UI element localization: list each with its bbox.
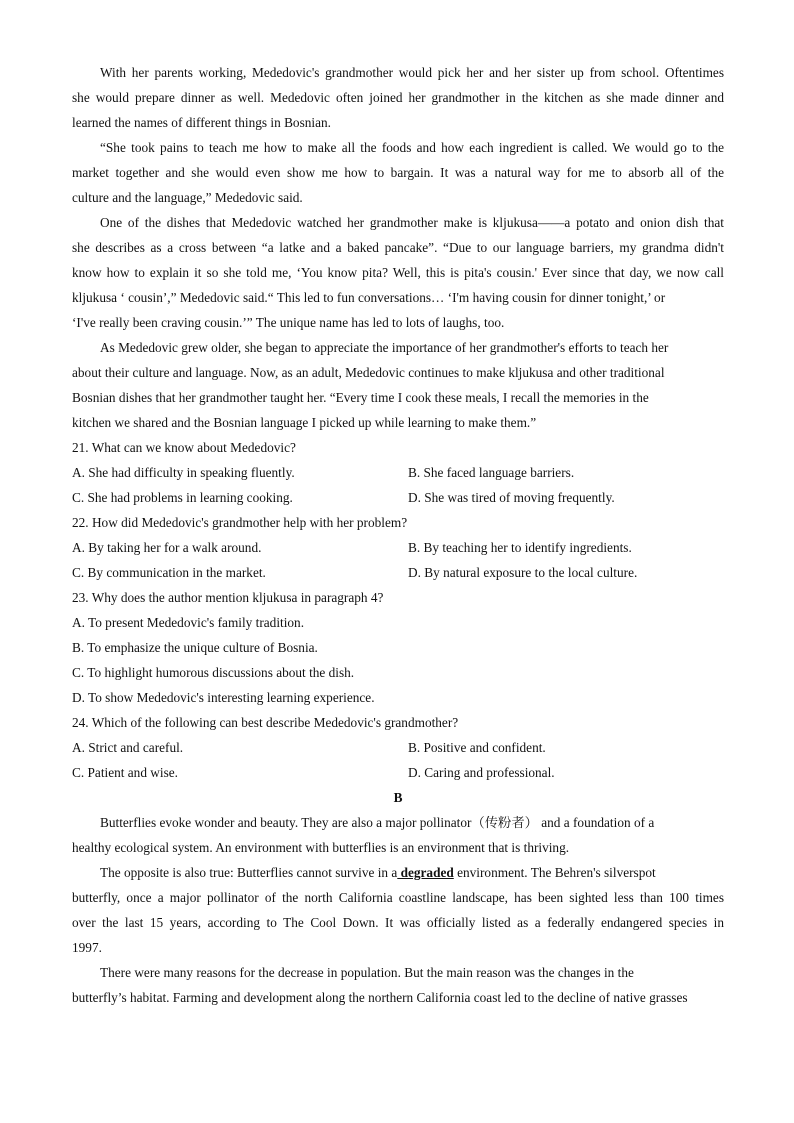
text-line: she would prepare dinner as well. Mededovic often joined her grandmother in the kitchen as she made dinner and [72, 90, 724, 105]
text-line: market together and she would even show me how to bargain. It was a natural way for me to absorb all of the [72, 165, 724, 180]
option-d[interactable]: D. By natural exposure to the local culture. [408, 565, 638, 580]
option-a[interactable]: A. By taking her for a walk around. [72, 540, 262, 555]
question-stem: 21. What can we know about Mededovic? [72, 440, 296, 455]
question-stem: 23. Why does the author mention kljukusa in paragraph 4? [72, 590, 384, 605]
option-d[interactable]: D. Caring and professional. [408, 765, 555, 780]
question-23 [72, 585, 724, 710]
option-d[interactable]: D. To show Mededovic's interesting learning experience. [72, 690, 375, 705]
text-line: “She took pains to teach me how to make all the foods and how each ingredient is called. We would go to the [100, 140, 724, 155]
option-c[interactable]: C. By communication in the market. [72, 565, 266, 580]
option-c[interactable]: C. She had problems in learning cooking. [72, 490, 293, 505]
paragraph-a1 [72, 60, 724, 135]
text-line: kljukusa ‘ cousin’,” Mededovic said.“ This led to fun conversations… ‘I'm having cousin for dinner tonight,’ or [72, 290, 666, 305]
text-line: As Mededovic grew older, she began to appreciate the importance of her grandmother's efforts to teach her [100, 340, 669, 355]
option-row [72, 735, 724, 760]
option-row [72, 485, 724, 510]
text-line: ‘I've really been craving cousin.’” The unique name has led to lots of laughs, too. [72, 315, 505, 330]
question-stem: 24. Which of the following can best describe Mededovic's grandmother? [72, 715, 459, 730]
text-segment: The opposite is also true: Butterflies cannot survive in a [100, 865, 398, 880]
text-line: Butterflies evoke wonder and beauty. They are also a major pollinator（传粉者） and a foundation of a [100, 815, 655, 830]
paragraph-a2 [72, 135, 724, 210]
option-d[interactable]: D. She was tired of moving frequently. [408, 490, 615, 505]
document-page [72, 60, 724, 1010]
question-24 [72, 710, 724, 785]
text-line [72, 860, 724, 885]
question-21 [72, 435, 724, 510]
question-stem: 22. How did Mededovic's grandmother help with her problem? [72, 515, 408, 530]
text-line: One of the dishes that Mededovic watched her grandmother make is kljukusa——a potato and onion dish that [100, 215, 724, 230]
text-line: learned the names of different things in Bosnian. [72, 115, 331, 130]
text-line: know how to explain it so she told me, ‘You know pita? Well, this is pita's cousin.' Ever since that day, we now call [72, 265, 724, 280]
paragraph-a4 [72, 335, 724, 435]
option-b[interactable]: B. Positive and confident. [408, 740, 546, 755]
paragraph-a3 [72, 210, 724, 335]
text-line: With her parents working, Mededovic's grandmother would pick her and her sister up from school. Oftentimes [100, 65, 724, 80]
option-b[interactable]: B. To emphasize the unique culture of Bosnia. [72, 640, 318, 655]
option-a[interactable]: A. Strict and careful. [72, 740, 184, 755]
text-line: over the last 15 years, according to The Cool Down. It was officially listed as a federally endangered species in [72, 915, 724, 930]
text-line: she describes as a cross between “a latke and a baked pancake”. “Due to our language barriers, my grandma didn't [72, 240, 724, 255]
option-row [72, 560, 724, 585]
option-row [72, 535, 724, 560]
text-line: 1997. [72, 940, 102, 955]
text-line: There were many reasons for the decrease in population. But the main reason was the changes in the [100, 965, 634, 980]
underlined-word: degraded [397, 865, 454, 880]
option-c[interactable]: C. To highlight humorous discussions about the dish. [72, 665, 355, 680]
text-line: about their culture and language. Now, as an adult, Mededovic continues to make kljukusa and other traditional [72, 365, 665, 380]
text-line: healthy ecological system. An environment with butterflies is an environment that is thriving. [72, 840, 570, 855]
question-22 [72, 510, 724, 585]
text-line: butterfly, once a major pollinator of the north California coastline landscape, has been sighted less than 100 times [72, 890, 724, 905]
text-segment: environment. The Behren's silverspot [453, 865, 656, 880]
option-a[interactable]: A. She had difficulty in speaking fluently. [72, 465, 295, 480]
option-row [72, 760, 724, 785]
section-heading-b: B [393, 790, 403, 805]
option-a[interactable]: A. To present Mededovic's family tradition. [72, 615, 305, 630]
paragraph-b3 [72, 960, 724, 1010]
option-b[interactable]: B. She faced language barriers. [408, 465, 575, 480]
text-line: culture and the language,” Mededovic said. [72, 190, 303, 205]
option-c[interactable]: C. Patient and wise. [72, 765, 178, 780]
option-b[interactable]: B. By teaching her to identify ingredients. [408, 540, 632, 555]
paragraph-b1 [72, 810, 724, 860]
text-line: butterfly’s habitat. Farming and development along the northern California coast led to the decline of native grasses [72, 990, 688, 1005]
text-line: kitchen we shared and the Bosnian language I picked up while learning to make them.” [72, 415, 537, 430]
option-row [72, 460, 724, 485]
text-line: Bosnian dishes that her grandmother taught her. “Every time I cook these meals, I recall the memories in the [72, 390, 649, 405]
paragraph-b2 [72, 860, 724, 960]
